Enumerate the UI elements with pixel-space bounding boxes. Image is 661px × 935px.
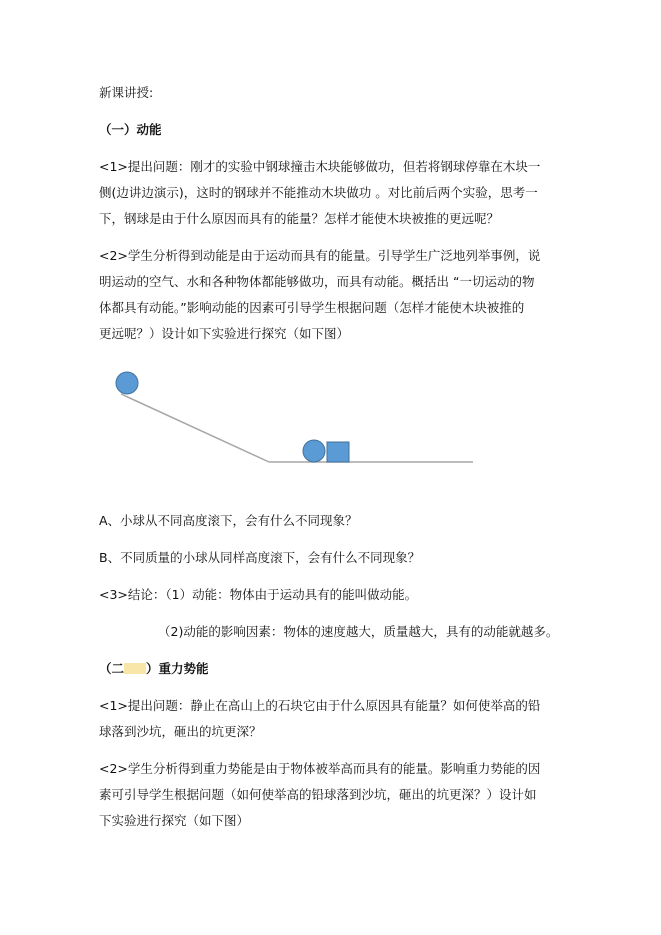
section2-title-open: （二 [99, 661, 125, 676]
ramp-experiment-diagram [99, 362, 479, 472]
section2-title-close: ）重力势能 [146, 661, 209, 676]
title-highlight-mark [124, 663, 146, 674]
s1-item2-line4: 更远呢？）设计如下实验进行探究（如下图） [99, 326, 350, 341]
s1-item1-line1: <1>提出问题：刚才的实验中钢球撞击木块能够做功，但若将钢球停靠在木块一 [99, 159, 541, 174]
section-header: 新课讲授: [99, 85, 154, 100]
s1-item2-line2: 明运动的空气、水和各种物体都能够做功，而具有动能。概括出 “一切运动的物 [99, 274, 535, 289]
s2-item2-line1: <2>学生分析得到重力势能是由于物体被举高而具有的能量。影响重力势能的因 [99, 761, 541, 776]
s2-item2-line2: 素可引导学生根据问题（如何使举高的铅球落到沙坑，砸出的坑更深？）设计如 [99, 787, 537, 802]
section1-title: （一）动能 [99, 122, 162, 137]
s2-item2-line3: 下实验进行探究（如下图） [99, 813, 250, 828]
s2-item1-line1: <1>提出问题：静止在高山上的石块它由于什么原因具有能量？如何使举高的铅 [99, 698, 541, 713]
conclusion-1: <3>结论：（1）动能：物体由于运动具有的能叫做动能。 [99, 587, 418, 602]
ramp-slope [121, 394, 269, 462]
wooden-block [327, 442, 349, 462]
s1-item2-line1: <2>学生分析得到动能是由于运动而具有的能量。引导学生广泛地列举事例，说 [99, 248, 541, 263]
s1-item1-line2: 侧(边讲边演示)，这时的钢球并不能推动木块做功 。对比前后两个实验，思考一 [99, 185, 538, 200]
section2-title [99, 660, 209, 678]
ball-bottom [303, 440, 325, 462]
s2-item1-line2: 球落到沙坑，砸出的坑更深？ [99, 724, 262, 739]
question-b: B、不同质量的小球从同样高度滚下，会有什么不同现象？ [99, 550, 421, 565]
ball-top [116, 372, 138, 394]
conclusion-2: （2)动能的影响因素：物体的速度越大，质量越大，具有的动能就越多。 [158, 624, 559, 639]
question-a: A、小球从不同高度滚下，会有什么不同现象？ [99, 513, 358, 528]
s1-item1-line3: 下，钢球是由于什么原因而具有的能量？怎样才能使木块被推的更远呢？ [99, 211, 500, 226]
s1-item2-line3: 体都具有动能。”影响动能的因素可引导学生根据问题（怎样才能使木块被推的 [99, 300, 525, 315]
